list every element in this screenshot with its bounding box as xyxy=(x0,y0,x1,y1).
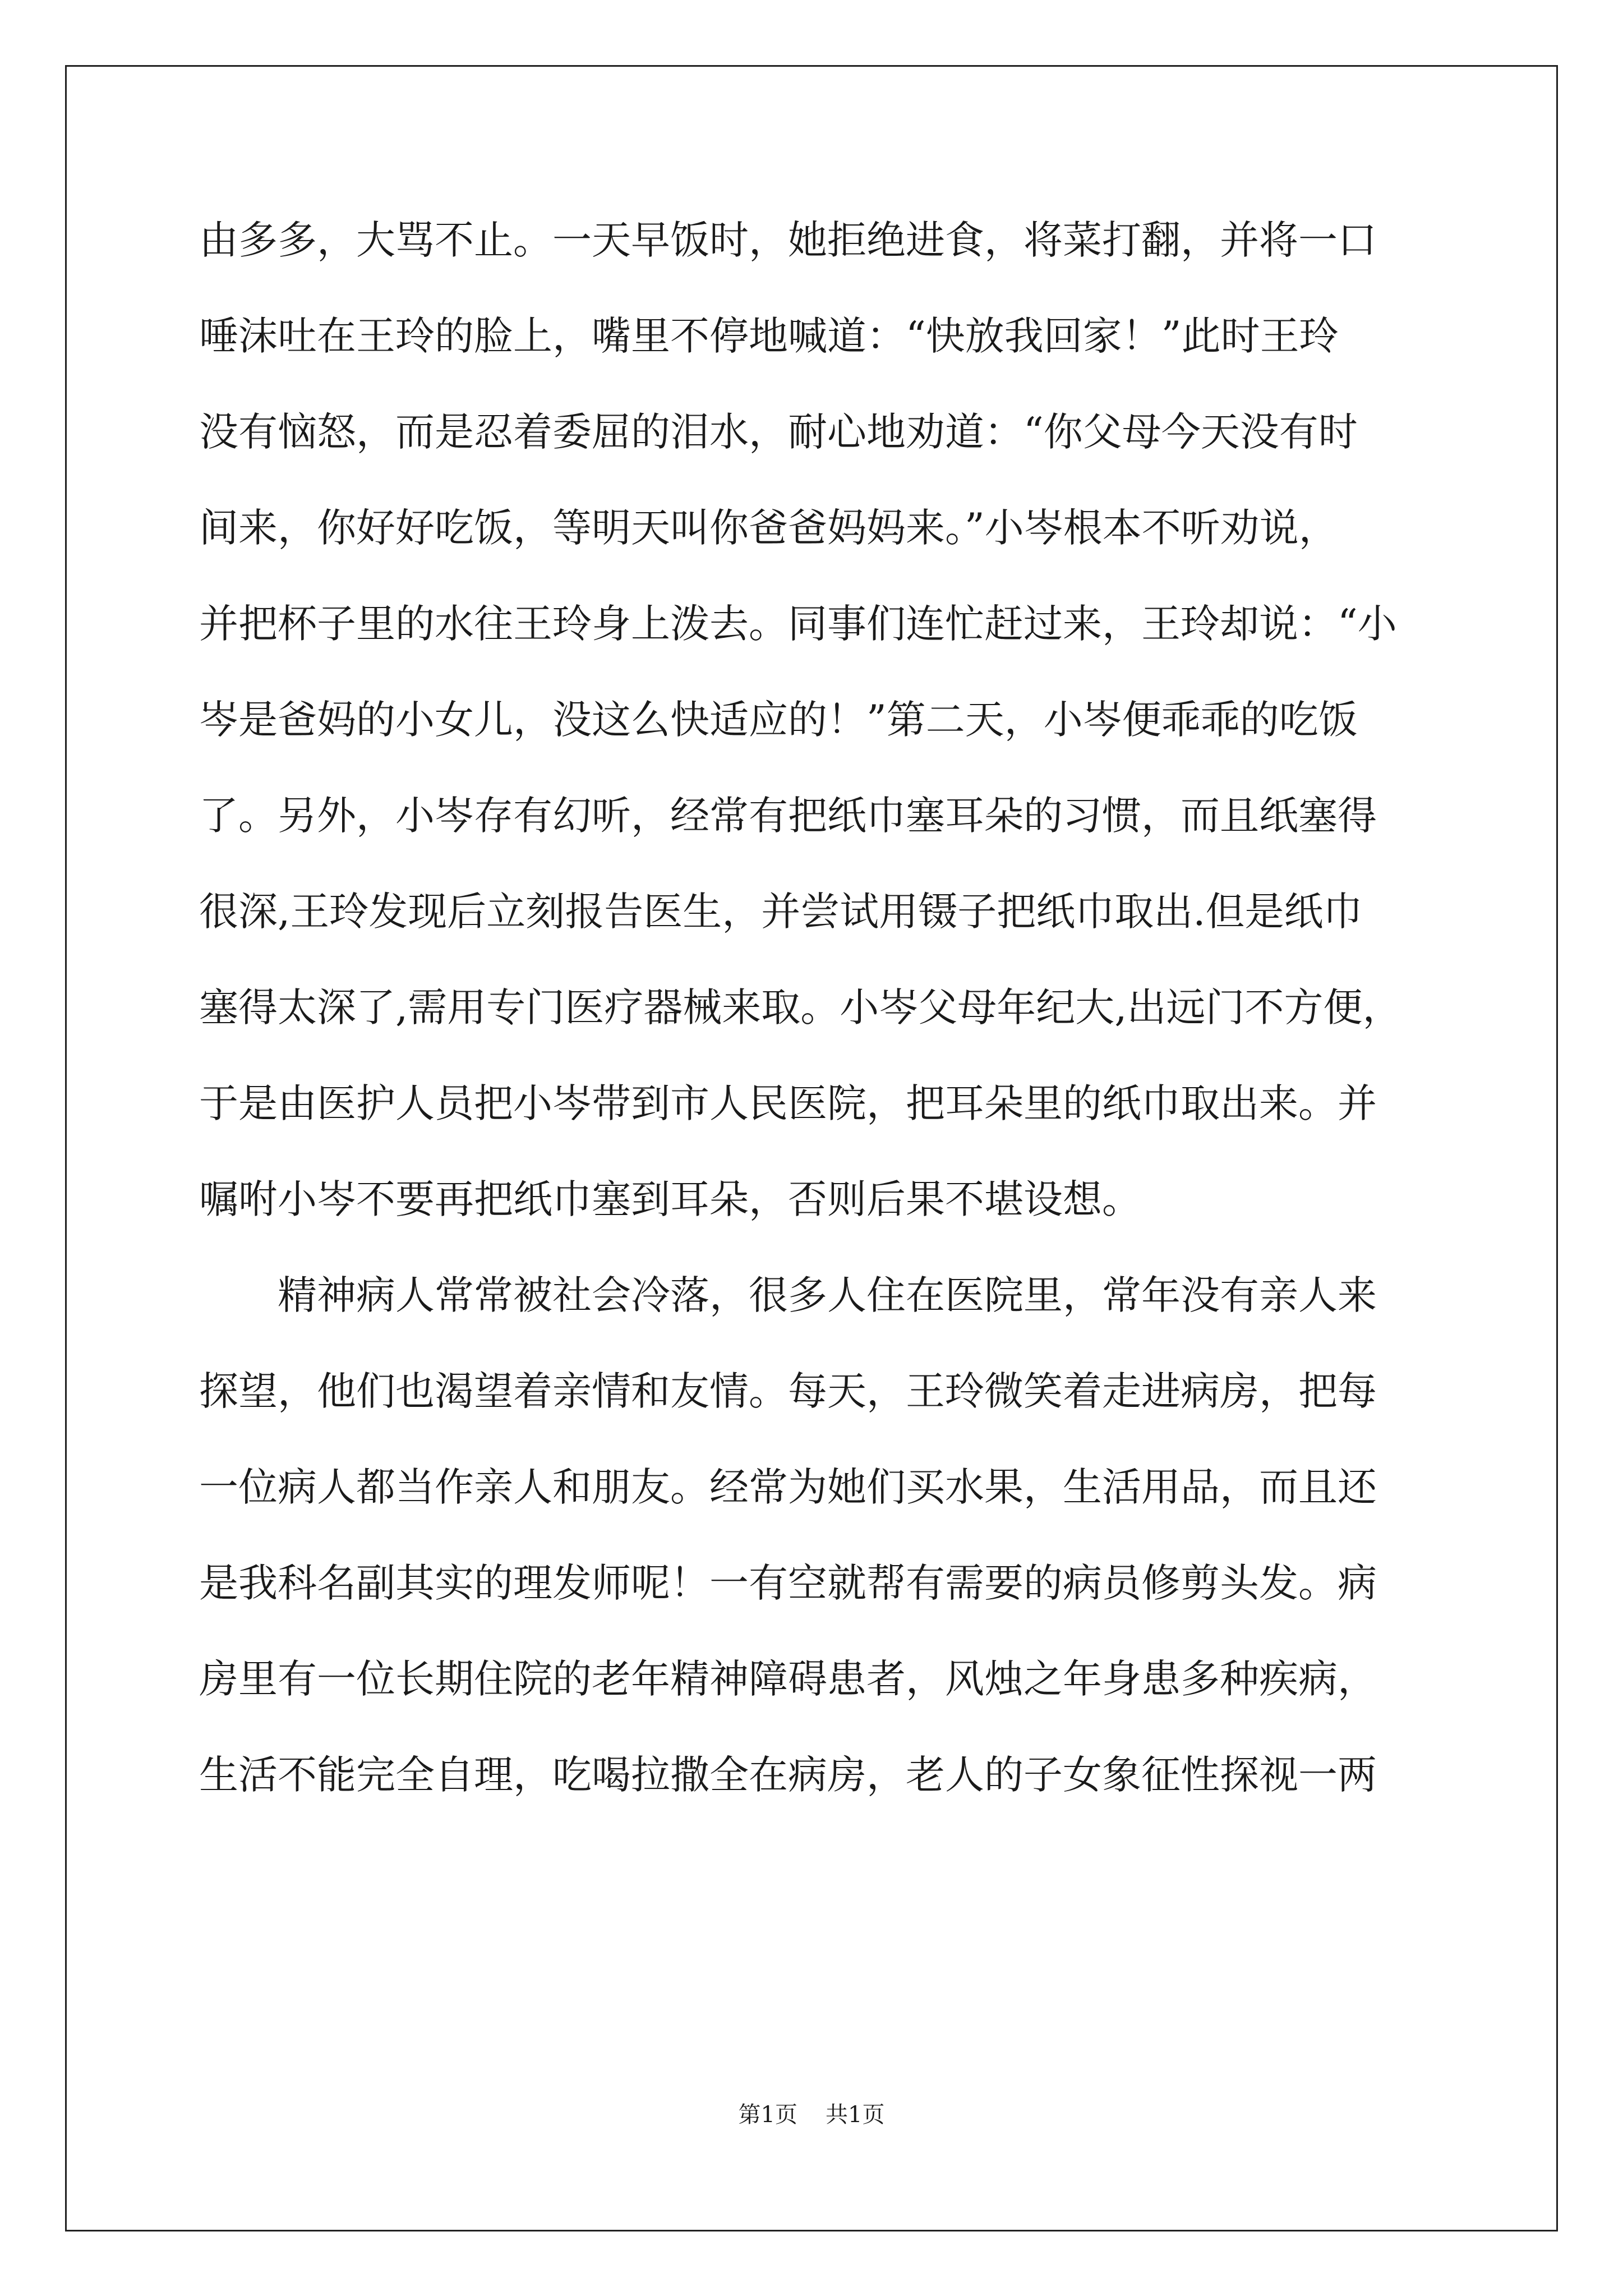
text-line: 岑是爸妈的小女儿，没这么快适应的！”第二天，小岑便乖乖的吃饭 xyxy=(199,697,1358,743)
text-line: 由多多，大骂不止。一天早饭时，她拒绝进食，将菜打翻，并将一口 xyxy=(199,217,1377,263)
text-line: 生活不能完全自理，吃喝拉撒全在病房，老人的子女象征性探视一两 xyxy=(199,1752,1377,1798)
page-total: 共1页 xyxy=(826,2102,885,2128)
text-line: 没有恼怒，而是忍着委屈的泪水，耐心地劝道：“你父母今天没有时 xyxy=(199,409,1358,455)
text-line: 并把杯子里的水往王玲身上泼去。同事们连忙赶过来，王玲却说：“小 xyxy=(199,601,1397,647)
document-body xyxy=(199,212,1427,1843)
text-line: 是我科名副其实的理发师呢！一有空就帮有需要的病员修剪头发。病 xyxy=(199,1560,1377,1606)
text-line: 唾沫吐在王玲的脸上，嘴里不停地喊道：“快放我回家！”此时王玲 xyxy=(199,313,1339,359)
text-line: 房里有一位长期住院的老年精神障碍患者，风烛之年身患多种疾病， xyxy=(199,1656,1377,1702)
text-line: 塞得太深了,需用专门医疗器械来取。小岑父母年纪大,出远门不方便， xyxy=(199,984,1402,1030)
text-line: 间来，你好好吃饭，等明天叫你爸爸妈妈来。”小岑根本不听劝说， xyxy=(199,505,1338,551)
page-number: 第1页 xyxy=(738,2102,797,2128)
text-line: 了。另外，小岑存有幻听，经常有把纸巾塞耳朵的习惯，而且纸塞得 xyxy=(199,793,1377,839)
page-footer xyxy=(0,2101,1623,2129)
text-line: 一位病人都当作亲人和朋友。经常为她们买水果，生活用品，而且还 xyxy=(199,1464,1377,1510)
text-line: 很深,王玲发现后立刻报告医生，并尝试用镊子把纸巾取出.但是纸巾 xyxy=(199,889,1363,935)
text-line: 嘱咐小岑不要再把纸巾塞到耳朵，否则后果不堪设想。 xyxy=(199,1176,1141,1222)
text-line: 探望，他们也渴望着亲情和友情。每天，王玲微笑着走进病房，把每 xyxy=(199,1368,1377,1414)
text-line: 于是由医护人员把小岑带到市人民医院，把耳朵里的纸巾取出来。并 xyxy=(199,1080,1377,1126)
text-line: 精神病人常常被社会冷落，很多人住在医院里，常年没有亲人来 xyxy=(199,1272,1377,1318)
